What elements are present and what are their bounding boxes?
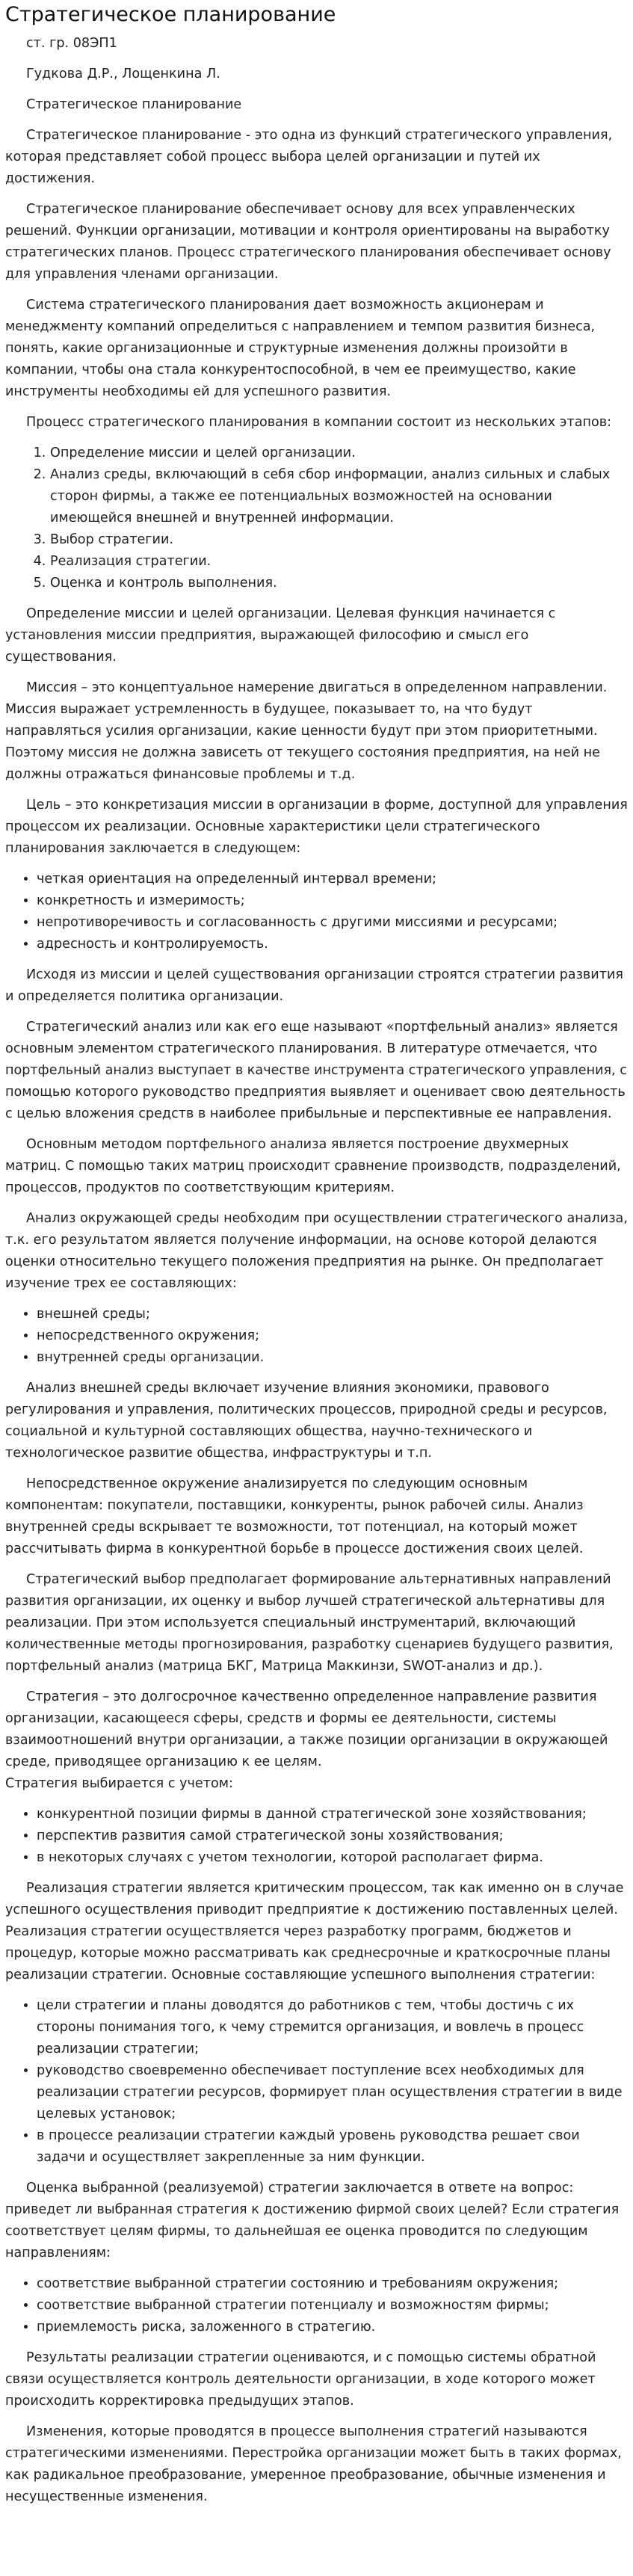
list-item: • соответствие выбранной стратегии потенциалу и возможностям фирмы; [37, 2295, 628, 2317]
paragraph: Стратегическое планирование обеспечивает основу для всех управленческих решений. Функции организации, мотивации и контроля ориентированы на выработку стратегических планов. Процесс стратегического планирования обеспечивает основу для управления членами организации. [5, 202, 611, 282]
list-item: • четкая ориентация на определенный интервал времени; [37, 869, 628, 890]
list-item: • внутренней среды организации. [37, 1347, 628, 1369]
list-item: • внешней среды; [37, 1304, 628, 1325]
paragraph: Стратегия – это долгосрочное качественно определенное направление развития организации, касающееся сферы, средств и формы ее деятельности, системы взаимоотношений внутри организации, а также позиции организации в окружающей среде, приводящее организацию к ее целям. [5, 1689, 608, 1769]
paragraph: Результаты реализации стратегии оцениваются, и с помощью системы обратной связи осуществляется контроль деятельности организации, в ходе которого может происходить корректировка предыдущих этапов. [5, 2350, 596, 2409]
page-title: Стратегическое планирование [5, 3, 336, 26]
paragraph: Исходя из миссии и целей существования организации строятся стратегии развития и определяется политика организации. [5, 967, 623, 1004]
list-item: • непротиворечивость и согласованность с другими миссиями и ресурсами; [37, 912, 628, 934]
authors-label: Гудкова Д.Р., Лощенкина Л. [26, 67, 220, 81]
stages-list [5, 443, 628, 594]
list-item: 5. Оценка и контроль выполнения. [50, 573, 628, 594]
list-item: 4. Реализация стратегии. [50, 551, 628, 573]
list-item: • в процессе реализации стратегии каждый уровень руководства решает свои задачи и осуществляет закрепленные за ним функции. [37, 2125, 628, 2169]
list-item: • адресность и контролируемость. [37, 934, 628, 955]
list-item: • перспектив развития самой стратегической зоны хозяйствования; [37, 1825, 628, 1847]
list-item: • приемлемость риска, заложенного в стратегию. [37, 2317, 628, 2338]
paragraph: Основным методом портфельного анализа является построение двухмерных матриц. С помощью таких матриц происходит сравнение производств, подразделений, процессов, продуктов по соответствующим критериям. [5, 1137, 621, 1195]
goal-characteristics-list [5, 869, 628, 955]
paragraph: Стратегия выбирается с учетом: [5, 1776, 233, 1791]
list-item: • цели стратегии и планы доводятся до работников с тем, чтобы достичь с их стороны понимания того, к чему стремится организация, и вовлечь в процесс реализации стратегии; [37, 1995, 628, 2060]
list-item: • соответствие выбранной стратегии состоянию и требованиям окружения; [37, 2273, 628, 2295]
list-item: 1. Определение миссии и целей организации. [50, 443, 628, 464]
paragraph: Стратегическое планирование - это одна из функций стратегического управления, которая представляет собой процесс выбора целей организации и путей их достижения. [5, 128, 613, 186]
strategy-factors-list [5, 1804, 628, 1869]
environment-list [5, 1304, 628, 1369]
list-item: • конкурентной позиции фирмы в данной стратегической зоне хозяйствования; [37, 1804, 628, 1825]
paragraph: Непосредственное окружение анализируется по следующим основным компонентам: покупатели, поставщики, конкуренты, рынок рабочей силы. Анализ внутренней среды вскрывает те возможности, тот потенциал, на который может рассчитывать фирма в конкурентной борьбе в процессе достижения своих целей. [5, 1476, 584, 1556]
paragraph: Анализ внешней среды включает изучение влияния экономики, правового регулирования и управления, политических процессов, природной среды и ресурсов, социальной и культурной составляющих общества, научно-технического и технологическое развитие общества, инфраструктуры и т.п. [5, 1381, 608, 1461]
execution-list [5, 1995, 628, 2169]
paragraph: Изменения, которые проводятся в процессе выполнения стратегий называются стратегическими изменениями. Перестройка организации может быть в таких формах, как радикальное преобразование, умеренное преобразование, обычные изменения и несущественные изменения. [5, 2424, 622, 2504]
paragraph: Стратегический выбор предполагает формирование альтернативных направлений развития организации, их оценку и выбор лучшей стратегической альтернативы для реализации. При этом используется специальный инструментарий, включающий количественные методы прогнозирования, разработку сценариев будущего развития, портфельный анализ (матрица БКГ, Матрица Маккинзи, SWOT-анализ и др.). [5, 1572, 614, 1674]
list-item: • непосредственного окружения; [37, 1325, 628, 1347]
paragraph: Процесс стратегического планирования в компании состоит из нескольких этапов: [26, 415, 612, 430]
paragraph: Определение миссии и целей организации. Целевая функция начинается с установления миссии предприятия, выражающей философию и смысл его существования. [5, 606, 556, 665]
paragraph: Система стратегического планирования дает возможность акционерам и менеджменту компаний определиться с направлением и темпом развития бизнеса, понять, какие организационные и структурные изменения должны произойти в компании, чтобы она стала конкурентоспособной, в чем ее преимущество, какие инструменты необходимы ей для успешного развития. [5, 298, 596, 399]
paragraph: Оценка выбранной (реализуемой) стратегии заключается в ответе на вопрос: приведет ли выбранная стратегия к достижению фирмой своих целей? Если стратегия соответствует целям фирмы, то дальнейшая ее оценка проводится по следующим направлениям: [5, 2181, 620, 2261]
list-item: 2. Анализ среды, включающий в себя сбор информации, анализ сильных и слабых сторон фирмы, а также ее потенциальных возможностей на основании имеющейся внешней и внутренней информации. [50, 464, 628, 529]
evaluation-list [5, 2273, 628, 2338]
list-item: • конкретность и измеримость; [37, 890, 628, 912]
group-label: ст. гр. 08ЭП1 [26, 36, 117, 51]
paragraph: Миссия – это концептуальное намерение двигаться в определенном направлении. Миссия выражает устремленность в будущее, показывает то, на что будут направляться усилия организации, какие ценности будут при этом приоритетными. Поэтому миссия не должна зависеть от текущего состояния предприятия, на ней не должны отражаться финансовые проблемы и т.д. [5, 680, 608, 782]
list-item: 3. Выбор стратегии. [50, 529, 628, 551]
paragraph: Анализ окружающей среды необходим при осуществлении стратегического анализа, т.к. его результатом является получение информации, на основе которой делаются оценки относительно текущего положения предприятия на рынке. Он предполагает изучение трех ее составляющих: [5, 1211, 628, 1291]
list-item: • руководство своевременно обеспечивает поступление всех необходимых для реализации стратегии ресурсов, формирует план осуществления стратегии в виде целевых установок; [37, 2060, 628, 2125]
subject-label: Стратегическое планирование [26, 97, 242, 112]
paragraph: Реализация стратегии является критическим процессом, так как именно он в случае успешного осуществления приводит предприятие к достижению поставленных целей. Реализация стратегии осуществляется через разработку программ, бюджетов и процедур, которые можно рассматривать как среднесрочные и краткосрочные планы реализации стратегии. Основные составляющие успешного выполнения стратегии: [5, 1881, 624, 1982]
list-item: • в некоторых случаях с учетом технологии, которой располагает фирма. [37, 1847, 628, 1869]
paragraph: Цель – это конкретизация миссии в организации в форме, доступной для управления процессом их реализации. Основные характеристики цели стратегического планирования заключается в следующем: [5, 798, 628, 856]
paragraph: Стратегический анализ или как его еще называют «портфельный анализ» является основным элементом стратегического планирования. В литературе отмечается, что портфельный анализ выступает в качестве инструмента стратегического управления, с помощью которого руководство предприятия выявляет и оценивает свою деятельность с целью вложения средств в наиболее прибыльные и перспективные ее направления. [5, 1020, 627, 1121]
